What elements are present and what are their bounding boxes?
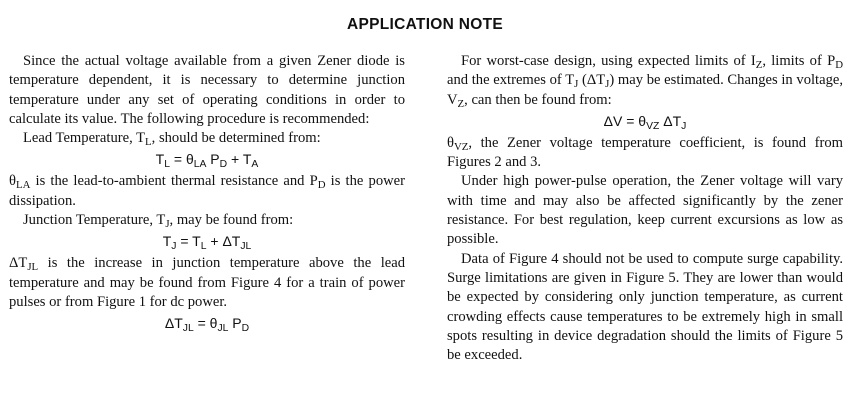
symbol: θ	[9, 173, 16, 190]
power-pulse-paragraph: Under high power-pulse operation, the Zener voltage will vary with time and may also be affected significantly by the zener resistance. For best regulation, keep current excursions as low as possible.	[447, 173, 843, 248]
equation-junction-temperature	[9, 232, 405, 251]
symbol: P	[827, 53, 836, 69]
subscript: J	[605, 78, 610, 91]
eq-term: ΔV = θ	[603, 112, 647, 129]
subscript: LA	[16, 179, 31, 192]
text-run: Lead Temperature,	[23, 130, 137, 147]
text-run: is the power dissipation.	[9, 173, 405, 209]
equation-temperature-increase	[9, 314, 405, 333]
thermal-resistance-paragraph	[9, 172, 405, 211]
eq-subscript: D	[241, 323, 250, 335]
page-title: APPLICATION NOTE	[346, 16, 504, 33]
eq-subscript: L	[164, 159, 170, 171]
subscript: Z	[457, 97, 465, 110]
text-run: and the extremes of	[447, 72, 566, 89]
symbol: V	[447, 91, 458, 108]
eq-subscript: A	[251, 159, 259, 171]
eq-subscript: VZ	[646, 120, 660, 132]
subscript: J	[165, 218, 170, 231]
equation-voltage-change	[447, 112, 843, 131]
eq-term: T	[162, 233, 172, 250]
symbol: ΔT	[586, 72, 606, 89]
text-run: ) may be estimated. Changes in voltage,	[609, 72, 843, 89]
subscript: JL	[27, 261, 39, 274]
text-run: , may be found from:	[169, 212, 294, 229]
eq-subscript: J	[171, 241, 177, 253]
symbol: ΔT	[9, 255, 28, 272]
worst-case-paragraph	[447, 52, 843, 110]
text-run: is the lead-to-ambient thermal resistance and	[30, 173, 310, 190]
equation-lead-temperature	[9, 150, 405, 169]
intro-paragraph: Since the actual voltage available from a given Zener diode is temperature dependent, it is necessary to determine junction temperature under any set of operating conditions in order to calculate its value. The following procedure is recommended:	[9, 53, 405, 127]
eq-subscript: JL	[240, 241, 252, 253]
subscript: D	[835, 59, 843, 72]
eq-term: ΔT	[164, 315, 183, 332]
subscript: D	[317, 179, 326, 192]
surge-capability-paragraph: Data of Figure 4 should not be used to compute surge capability. Surge limitations are given in Figure 5. They are lower than would be expected by considering only junction temperature, as current crowding effects cause temperatures to be extremely high in small spots resulting in device degradation should the limits of Figure 5 be exceeded.	[447, 250, 843, 364]
eq-term: P	[206, 151, 220, 168]
symbol: T	[136, 130, 146, 147]
subscript: J	[574, 78, 579, 91]
eq-term: P	[228, 315, 242, 332]
eq-subscript: LA	[193, 159, 207, 171]
eq-term: ΔT	[659, 112, 682, 129]
temperature-increase-paragraph	[9, 254, 405, 312]
junction-temperature-paragraph	[9, 211, 405, 230]
eq-subscript: J	[681, 120, 687, 132]
symbol: T	[156, 212, 166, 229]
eq-term: = θ	[170, 151, 194, 168]
eq-term: + T	[227, 151, 252, 168]
lead-temperature-paragraph	[9, 129, 405, 148]
text-run: , should be determined from:	[151, 130, 321, 147]
text-run: , can then be found from:	[464, 91, 612, 108]
eq-subscript: JL	[182, 323, 194, 335]
eq-term: = θ	[193, 315, 218, 332]
eq-term: + ΔT	[206, 233, 241, 250]
eq-term: T	[155, 151, 165, 168]
eq-term: = T	[176, 233, 201, 250]
symbol: P	[309, 173, 318, 190]
text-run: , limits of	[762, 53, 828, 69]
eq-subscript: JL	[217, 323, 229, 335]
text-run: is the increase in junction temperature above the lead temperature and may be found from Figure 4 for a train of power pulses or from Figure 1 for dc power.	[9, 255, 405, 310]
subscript: Z	[755, 59, 763, 72]
text-run: (	[578, 72, 587, 89]
text-run: Junction Temperature,	[23, 212, 157, 229]
text-run: , the Zener voltage temperature coefficient, is found from Figures 2 and 3.	[447, 134, 843, 171]
symbol: I	[750, 53, 756, 69]
temperature-coefficient-paragraph	[447, 134, 843, 173]
text-run: For worst-case design, using expected limits of	[461, 53, 751, 69]
left-column	[9, 52, 405, 336]
right-column	[447, 52, 843, 365]
symbol: θ	[447, 134, 454, 151]
eq-subscript: L	[200, 241, 207, 253]
subscript: L	[145, 136, 152, 149]
eq-subscript: D	[219, 159, 228, 171]
subscript: VZ	[454, 140, 469, 153]
symbol: T	[565, 72, 575, 89]
